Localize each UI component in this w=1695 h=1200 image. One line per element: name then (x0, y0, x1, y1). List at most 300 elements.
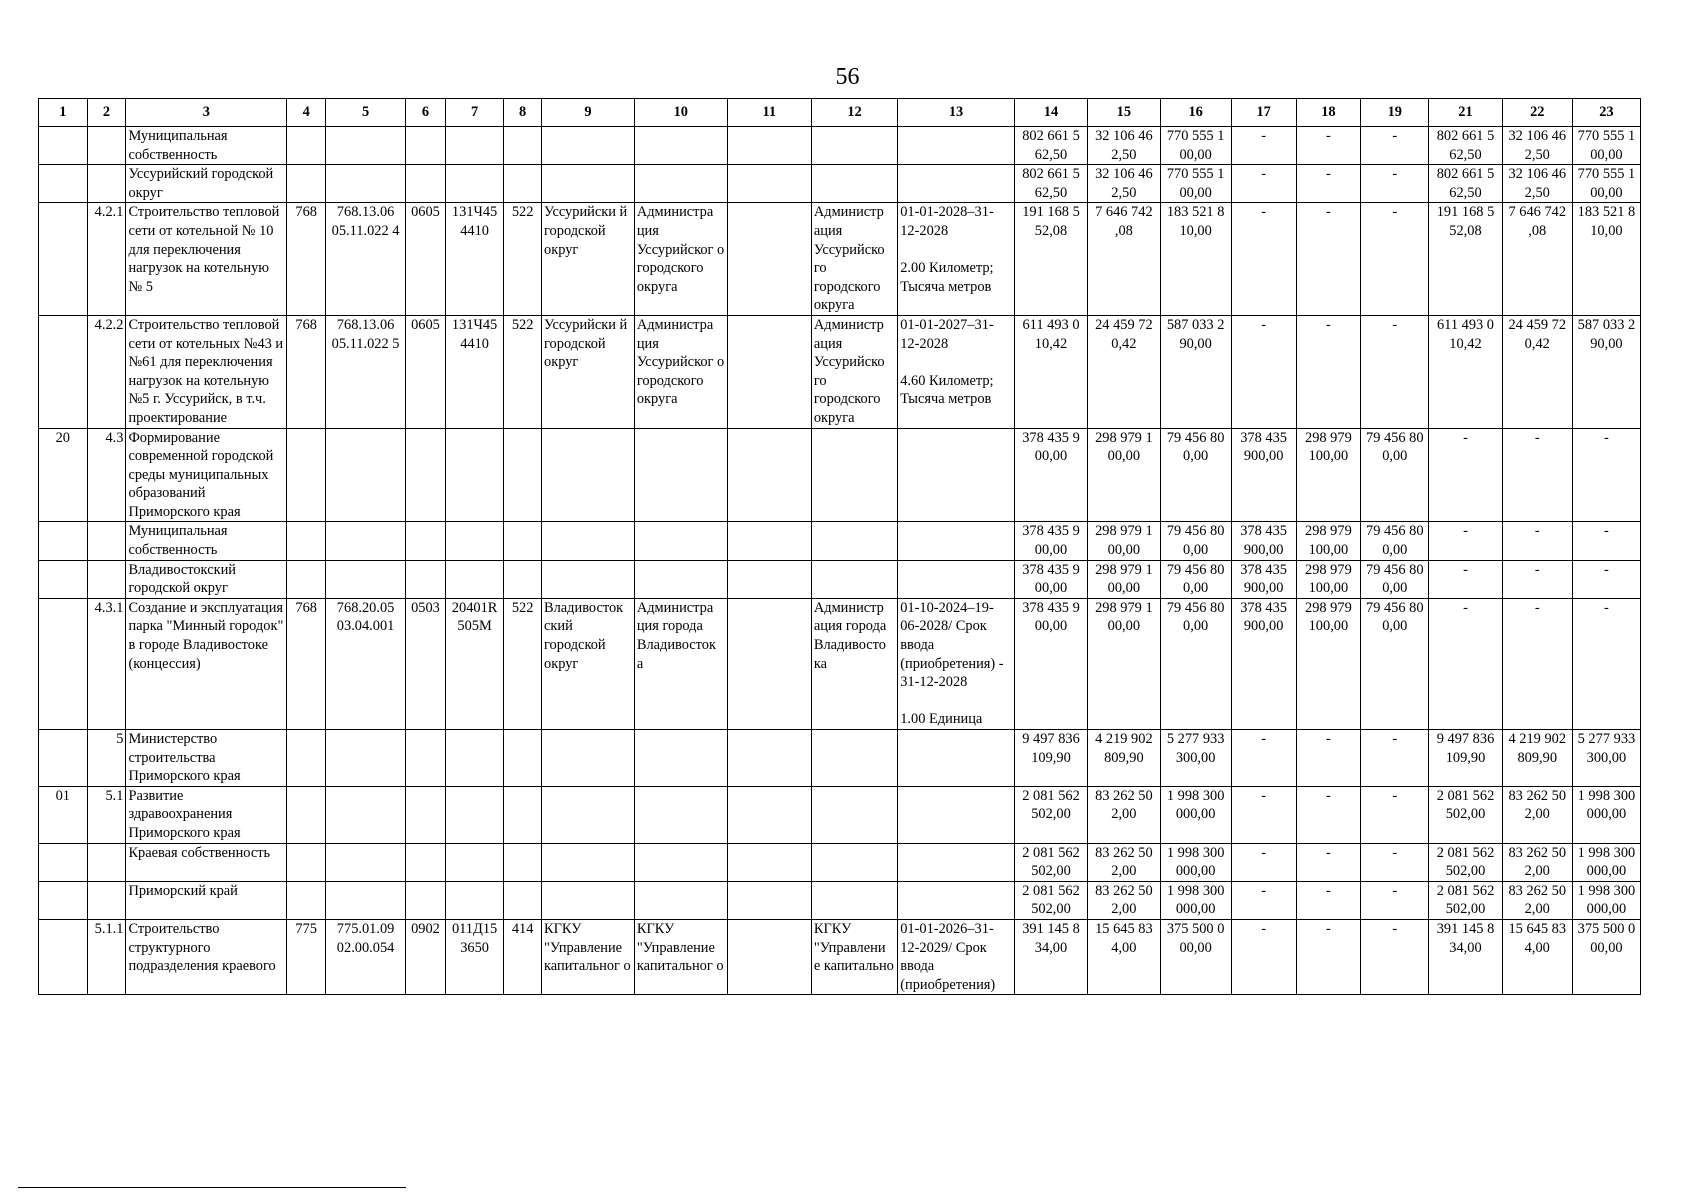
table-cell-c11 (727, 843, 811, 881)
header-row (39, 99, 1641, 127)
table-cell-c12 (811, 730, 897, 787)
column-header: 16 (1160, 99, 1231, 127)
table-cell-c10: Администра ция города Владивосток а (634, 598, 727, 729)
table-cell-c10 (634, 127, 727, 165)
table-cell-c10: КГКУ "Управление капитальног о (634, 919, 727, 994)
table-cell-c17: 378 435 900,00 (1231, 560, 1296, 598)
table-cell-c19: - (1361, 315, 1429, 428)
table-row (39, 560, 1641, 598)
table-cell-c9: КГКУ "Управление капитальног о (542, 919, 635, 994)
column-header: 1 (39, 99, 88, 127)
column-header: 2 (87, 99, 126, 127)
table-cell-c15: 4 219 902 809,90 (1088, 730, 1160, 787)
table-cell-c12 (811, 843, 897, 881)
table-cell-c9 (542, 127, 635, 165)
table-cell-c23: 1 998 300 000,00 (1572, 843, 1640, 881)
table-cell-c14: 9 497 836 109,90 (1014, 730, 1087, 787)
table-row (39, 786, 1641, 843)
footnote-rule (18, 1187, 406, 1188)
table-cell-c9: Уссурийски й городской округ (542, 203, 635, 316)
table-cell-c22: 4 219 902 809,90 (1502, 730, 1572, 787)
table-cell-c23: - (1572, 560, 1640, 598)
table-cell-c7 (445, 730, 503, 787)
table-cell-c2 (87, 560, 126, 598)
table-cell-c14: 2 081 562 502,00 (1014, 786, 1087, 843)
table-cell-c22: 32 106 46 2,50 (1502, 127, 1572, 165)
table-cell-c13 (898, 127, 1015, 165)
table-cell-c17: - (1231, 843, 1296, 881)
table-cell-c17: - (1231, 919, 1296, 994)
table-cell-c6 (406, 843, 446, 881)
table-cell-c6 (406, 786, 446, 843)
table-cell-c8: 522 (504, 203, 542, 316)
table-cell-c11 (727, 730, 811, 787)
table-cell-c19: - (1361, 919, 1429, 994)
table-cell-c4 (287, 843, 326, 881)
column-header: 23 (1572, 99, 1640, 127)
table-cell-c13 (898, 843, 1015, 881)
column-header: 3 (126, 99, 287, 127)
table-cell-c9 (542, 560, 635, 598)
table-cell-c1 (39, 203, 88, 316)
table-cell-c3: Владивостокский городской округ (126, 560, 287, 598)
table-cell-c17: - (1231, 881, 1296, 919)
table-cell-c12 (811, 786, 897, 843)
table-cell-c3: Строительство тепловой сети от котельных №43 и №61 для переключения нагрузок на котельную №5 г. Уссурийск, в т.ч. проектирование (126, 315, 287, 428)
table-cell-c17: - (1231, 203, 1296, 316)
table-cell-c23: 770 555 1 00,00 (1572, 165, 1640, 203)
table-cell-c2: 4.3 (87, 428, 126, 522)
table-cell-c11 (727, 203, 811, 316)
table-cell-c12: Администр ация Уссурийско го городского округа (811, 203, 897, 316)
table-cell-c22: - (1502, 522, 1572, 560)
table-cell-c18: - (1296, 786, 1361, 843)
table-cell-c1 (39, 730, 88, 787)
table-cell-c2: 5.1 (87, 786, 126, 843)
table-cell-c14: 802 661 5 62,50 (1014, 127, 1087, 165)
table-cell-c18: - (1296, 127, 1361, 165)
table-cell-c8 (504, 165, 542, 203)
table-cell-c8: 522 (504, 315, 542, 428)
table-cell-c12: КГКУ "Управлени е капитально (811, 919, 897, 994)
table-cell-c1 (39, 315, 88, 428)
table-cell-c7 (445, 127, 503, 165)
table-cell-c5 (326, 165, 406, 203)
table-cell-c10 (634, 560, 727, 598)
table-cell-c14: 2 081 562 502,00 (1014, 881, 1087, 919)
column-header: 17 (1231, 99, 1296, 127)
table-cell-c15: 298 979 1 00,00 (1088, 598, 1160, 729)
column-header: 13 (898, 99, 1015, 127)
table-cell-c9 (542, 428, 635, 522)
table-cell-c5: 768.20.05 03.04.001 (326, 598, 406, 729)
table-row (39, 203, 1641, 316)
table-cell-c8: 522 (504, 598, 542, 729)
table-cell-c8 (504, 786, 542, 843)
table-cell-c16: 79 456 80 0,00 (1160, 560, 1231, 598)
table-cell-c15: 7 646 742 ,08 (1088, 203, 1160, 316)
table-cell-c14: 191 168 5 52,08 (1014, 203, 1087, 316)
table-cell-c17: - (1231, 165, 1296, 203)
column-header: 21 (1429, 99, 1502, 127)
table-cell-c21: 802 661 5 62,50 (1429, 165, 1502, 203)
table-cell-c8 (504, 730, 542, 787)
table-cell-c2: 4.3.1 (87, 598, 126, 729)
page-number: 56 (835, 64, 860, 90)
table-cell-c13 (898, 786, 1015, 843)
table-cell-c22: - (1502, 598, 1572, 729)
table-cell-c14: 2 081 562 502,00 (1014, 843, 1087, 881)
table-cell-c7: 011Д15 3650 (445, 919, 503, 994)
table-cell-c12 (811, 560, 897, 598)
table-cell-c5 (326, 428, 406, 522)
table-cell-c9 (542, 165, 635, 203)
table-cell-c7 (445, 165, 503, 203)
column-header: 12 (811, 99, 897, 127)
table-cell-c4 (287, 560, 326, 598)
table-cell-c7 (445, 522, 503, 560)
table-cell-c4 (287, 881, 326, 919)
table-cell-c13: 01-01-2027–31-12-2028 4.60 Километр; Тысяча метров (898, 315, 1015, 428)
table-cell-c9 (542, 843, 635, 881)
table-cell-c7: 131Ч45 4410 (445, 203, 503, 316)
table-cell-c16: 1 998 300 000,00 (1160, 786, 1231, 843)
table-cell-c14: 802 661 5 62,50 (1014, 165, 1087, 203)
table-cell-c2 (87, 881, 126, 919)
table-cell-c18: - (1296, 165, 1361, 203)
table-cell-c16: 79 456 80 0,00 (1160, 598, 1231, 729)
table-cell-c4 (287, 786, 326, 843)
table-cell-c5: 775.01.09 02.00.054 (326, 919, 406, 994)
table-cell-c17: 378 435 900,00 (1231, 522, 1296, 560)
table-cell-c16: 79 456 80 0,00 (1160, 428, 1231, 522)
table-cell-c12 (811, 522, 897, 560)
table-cell-c12 (811, 428, 897, 522)
table-cell-c8 (504, 881, 542, 919)
table-cell-c7: 131Ч45 4410 (445, 315, 503, 428)
table-cell-c13 (898, 881, 1015, 919)
table-cell-c23: 770 555 1 00,00 (1572, 127, 1640, 165)
table-cell-c21: - (1429, 428, 1502, 522)
table-cell-c22: 83 262 50 2,00 (1502, 843, 1572, 881)
table-cell-c23: 5 277 933 300,00 (1572, 730, 1640, 787)
table-cell-c18: 298 979 100,00 (1296, 598, 1361, 729)
table-cell-c21: 802 661 5 62,50 (1429, 127, 1502, 165)
table-cell-c11 (727, 786, 811, 843)
table-cell-c11 (727, 598, 811, 729)
table-cell-c19: - (1361, 730, 1429, 787)
table-cell-c21: 9 497 836 109,90 (1429, 730, 1502, 787)
table-cell-c13: 01-10-2024–19-06-2028/ Срок ввода (приобретения) - 31-12-2028 1.00 Единица (898, 598, 1015, 729)
table-cell-c8 (504, 560, 542, 598)
table-cell-c10 (634, 522, 727, 560)
table-cell-c3: Муниципальная собственность (126, 127, 287, 165)
table-cell-c5 (326, 730, 406, 787)
table-cell-c5: 768.13.06 05.11.022 4 (326, 203, 406, 316)
table-cell-c23: - (1572, 598, 1640, 729)
table-cell-c22: - (1502, 428, 1572, 522)
table-cell-c7 (445, 560, 503, 598)
table-cell-c6 (406, 127, 446, 165)
table-cell-c1 (39, 598, 88, 729)
table-cell-c1: 20 (39, 428, 88, 522)
table-cell-c7: 20401R 505M (445, 598, 503, 729)
table-cell-c1 (39, 881, 88, 919)
table-cell-c15: 83 262 50 2,00 (1088, 786, 1160, 843)
table-cell-c1: 01 (39, 786, 88, 843)
table-row (39, 522, 1641, 560)
table-cell-c11 (727, 315, 811, 428)
table-cell-c13 (898, 428, 1015, 522)
table-cell-c5 (326, 522, 406, 560)
table-cell-c18: - (1296, 315, 1361, 428)
table-cell-c21: - (1429, 522, 1502, 560)
table-cell-c14: 378 435 9 00,00 (1014, 598, 1087, 729)
table-cell-c19: - (1361, 127, 1429, 165)
table-cell-c14: 378 435 9 00,00 (1014, 428, 1087, 522)
table-cell-c13 (898, 730, 1015, 787)
table-cell-c17: - (1231, 315, 1296, 428)
table-cell-c8 (504, 843, 542, 881)
table-cell-c10: Администра ция Уссурийског о городского округа (634, 315, 727, 428)
table-cell-c2 (87, 165, 126, 203)
column-header: 5 (326, 99, 406, 127)
table-cell-c9 (542, 730, 635, 787)
table-cell-c3: Уссурийский городской округ (126, 165, 287, 203)
table-cell-c17: 378 435 900,00 (1231, 598, 1296, 729)
column-header: 9 (542, 99, 635, 127)
table-cell-c7 (445, 786, 503, 843)
table-cell-c22: 24 459 72 0,42 (1502, 315, 1572, 428)
table-cell-c11 (727, 560, 811, 598)
table-cell-c19: 79 456 80 0,00 (1361, 428, 1429, 522)
table-cell-c22: 83 262 50 2,00 (1502, 786, 1572, 843)
table-cell-c3: Краевая собственность (126, 843, 287, 881)
table-cell-c18: 298 979 100,00 (1296, 428, 1361, 522)
table-cell-c3: Формирование современной городской среды муниципальных образований Приморского края (126, 428, 287, 522)
table-cell-c1 (39, 919, 88, 994)
table-cell-c4: 775 (287, 919, 326, 994)
table-cell-c9 (542, 522, 635, 560)
table-cell-c12 (811, 127, 897, 165)
table-cell-c14: 378 435 9 00,00 (1014, 560, 1087, 598)
table-cell-c16: 5 277 933 300,00 (1160, 730, 1231, 787)
table-cell-c23: 587 033 2 90,00 (1572, 315, 1640, 428)
table-cell-c10 (634, 843, 727, 881)
table-cell-c4: 768 (287, 203, 326, 316)
table-cell-c23: - (1572, 522, 1640, 560)
table-cell-c10 (634, 786, 727, 843)
table-cell-c21: 611 493 0 10,42 (1429, 315, 1502, 428)
budget-table (38, 98, 1641, 995)
column-header: 18 (1296, 99, 1361, 127)
table-cell-c4: 768 (287, 315, 326, 428)
table-cell-c4 (287, 428, 326, 522)
table-cell-c19: - (1361, 203, 1429, 316)
table-cell-c1 (39, 127, 88, 165)
column-header: 22 (1502, 99, 1572, 127)
table-cell-c22: - (1502, 560, 1572, 598)
table-cell-c22: 83 262 50 2,00 (1502, 881, 1572, 919)
table-row (39, 919, 1641, 994)
table-cell-c13: 01-01-2026–31-12-2029/ Срок ввода (приобретения) (898, 919, 1015, 994)
table-cell-c16: 79 456 80 0,00 (1160, 522, 1231, 560)
table-cell-c7 (445, 428, 503, 522)
table-cell-c8 (504, 522, 542, 560)
table-cell-c3: Министерство строительства Приморского края (126, 730, 287, 787)
table-cell-c13: 01-01-2028–31-12-2028 2.00 Километр; Тысяча метров (898, 203, 1015, 316)
table-cell-c19: - (1361, 881, 1429, 919)
table-cell-c13 (898, 165, 1015, 203)
table-cell-c21: 2 081 562 502,00 (1429, 786, 1502, 843)
table-cell-c4 (287, 165, 326, 203)
table-cell-c17: - (1231, 127, 1296, 165)
table-cell-c7 (445, 843, 503, 881)
table-cell-c1 (39, 165, 88, 203)
table-cell-c21: 191 168 5 52,08 (1429, 203, 1502, 316)
table-cell-c11 (727, 127, 811, 165)
table-cell-c15: 298 979 1 00,00 (1088, 560, 1160, 598)
table-cell-c8: 414 (504, 919, 542, 994)
table-cell-c13 (898, 560, 1015, 598)
table-cell-c3: Создание и эксплуатация парка "Минный городок" в городе Владивостоке (концессия) (126, 598, 287, 729)
table-row (39, 428, 1641, 522)
table-row (39, 730, 1641, 787)
table-cell-c11 (727, 165, 811, 203)
column-header: 19 (1361, 99, 1429, 127)
table-cell-c11 (727, 428, 811, 522)
column-header: 11 (727, 99, 811, 127)
table-cell-c9 (542, 786, 635, 843)
table-cell-c23: 1 998 300 000,00 (1572, 786, 1640, 843)
table-cell-c13 (898, 522, 1015, 560)
table-cell-c15: 24 459 72 0,42 (1088, 315, 1160, 428)
table-cell-c19: 79 456 80 0,00 (1361, 560, 1429, 598)
table-cell-c9 (542, 881, 635, 919)
table-cell-c15: 32 106 46 2,50 (1088, 127, 1160, 165)
table-cell-c22: 7 646 742 ,08 (1502, 203, 1572, 316)
table-cell-c12 (811, 165, 897, 203)
table-cell-c23: - (1572, 428, 1640, 522)
table-cell-c2 (87, 127, 126, 165)
table-cell-c1 (39, 560, 88, 598)
table-cell-c2 (87, 522, 126, 560)
table-cell-c19: 79 456 80 0,00 (1361, 598, 1429, 729)
table-cell-c11 (727, 522, 811, 560)
table-cell-c19: 79 456 80 0,00 (1361, 522, 1429, 560)
table-cell-c3: Строительство тепловой сети от котельной № 10 для переключения нагрузок на котельную № 5 (126, 203, 287, 316)
table-cell-c6 (406, 428, 446, 522)
table-cell-c10 (634, 428, 727, 522)
column-header: 14 (1014, 99, 1087, 127)
table-cell-c18: - (1296, 730, 1361, 787)
table-cell-c19: - (1361, 786, 1429, 843)
table-body (39, 99, 1641, 995)
table-cell-c5 (326, 560, 406, 598)
table-cell-c15: 83 262 50 2,00 (1088, 881, 1160, 919)
table-cell-c15: 83 262 50 2,00 (1088, 843, 1160, 881)
table-cell-c6: 0605 (406, 203, 446, 316)
table-cell-c9: Уссурийски й городской округ (542, 315, 635, 428)
table-row (39, 598, 1641, 729)
table-cell-c16: 1 998 300 000,00 (1160, 881, 1231, 919)
table-cell-c18: 298 979 100,00 (1296, 522, 1361, 560)
table-cell-c3: Развитие здравоохранения Приморского края (126, 786, 287, 843)
table-row (39, 127, 1641, 165)
table-row (39, 881, 1641, 919)
column-header: 15 (1088, 99, 1160, 127)
table-cell-c6 (406, 881, 446, 919)
table-cell-c6: 0605 (406, 315, 446, 428)
table-cell-c8 (504, 127, 542, 165)
table-cell-c16: 770 555 1 00,00 (1160, 165, 1231, 203)
table-row (39, 843, 1641, 881)
table-cell-c7 (445, 881, 503, 919)
table-cell-c6 (406, 165, 446, 203)
table-cell-c15: 298 979 1 00,00 (1088, 522, 1160, 560)
table-cell-c2: 5.1.1 (87, 919, 126, 994)
table-cell-c2: 4.2.1 (87, 203, 126, 316)
table-cell-c3: Приморский край (126, 881, 287, 919)
table-cell-c2: 5 (87, 730, 126, 787)
table-cell-c22: 32 106 46 2,50 (1502, 165, 1572, 203)
table-cell-c16: 183 521 8 10,00 (1160, 203, 1231, 316)
table-cell-c12: Администр ация города Владивосто ка (811, 598, 897, 729)
table-cell-c17: 378 435 900,00 (1231, 428, 1296, 522)
table-cell-c18: - (1296, 919, 1361, 994)
table-cell-c9: Владивосток ский городской округ (542, 598, 635, 729)
table-cell-c16: 770 555 1 00,00 (1160, 127, 1231, 165)
table-cell-c19: - (1361, 165, 1429, 203)
table-cell-c16: 587 033 2 90,00 (1160, 315, 1231, 428)
table-cell-c22: 15 645 83 4,00 (1502, 919, 1572, 994)
table-cell-c3: Строительство структурного подразделения краевого (126, 919, 287, 994)
table-cell-c21: - (1429, 598, 1502, 729)
column-header: 4 (287, 99, 326, 127)
table-cell-c21: 2 081 562 502,00 (1429, 843, 1502, 881)
table-cell-c16: 375 500 0 00,00 (1160, 919, 1231, 994)
column-header: 10 (634, 99, 727, 127)
table-cell-c23: 183 521 8 10,00 (1572, 203, 1640, 316)
table-cell-c5 (326, 127, 406, 165)
table-cell-c15: 298 979 1 00,00 (1088, 428, 1160, 522)
column-header: 8 (504, 99, 542, 127)
table-cell-c2 (87, 843, 126, 881)
table-cell-c4 (287, 127, 326, 165)
table-cell-c10: Администра ция Уссурийског о городского округа (634, 203, 727, 316)
table-cell-c12: Администр ация Уссурийско го городского округа (811, 315, 897, 428)
table-cell-c4: 768 (287, 598, 326, 729)
table-cell-c10 (634, 881, 727, 919)
table-row (39, 315, 1641, 428)
table-cell-c6 (406, 522, 446, 560)
table-cell-c21: 391 145 8 34,00 (1429, 919, 1502, 994)
table-cell-c19: - (1361, 843, 1429, 881)
table-cell-c17: - (1231, 786, 1296, 843)
table-cell-c6 (406, 730, 446, 787)
column-header: 6 (406, 99, 446, 127)
table-cell-c1 (39, 522, 88, 560)
table-cell-c18: - (1296, 843, 1361, 881)
table-cell-c14: 378 435 9 00,00 (1014, 522, 1087, 560)
table-cell-c15: 15 645 83 4,00 (1088, 919, 1160, 994)
table-cell-c11 (727, 919, 811, 994)
table-cell-c5 (326, 881, 406, 919)
column-header: 7 (445, 99, 503, 127)
table-cell-c18: 298 979 100,00 (1296, 560, 1361, 598)
table-cell-c11 (727, 881, 811, 919)
table-cell-c21: - (1429, 560, 1502, 598)
